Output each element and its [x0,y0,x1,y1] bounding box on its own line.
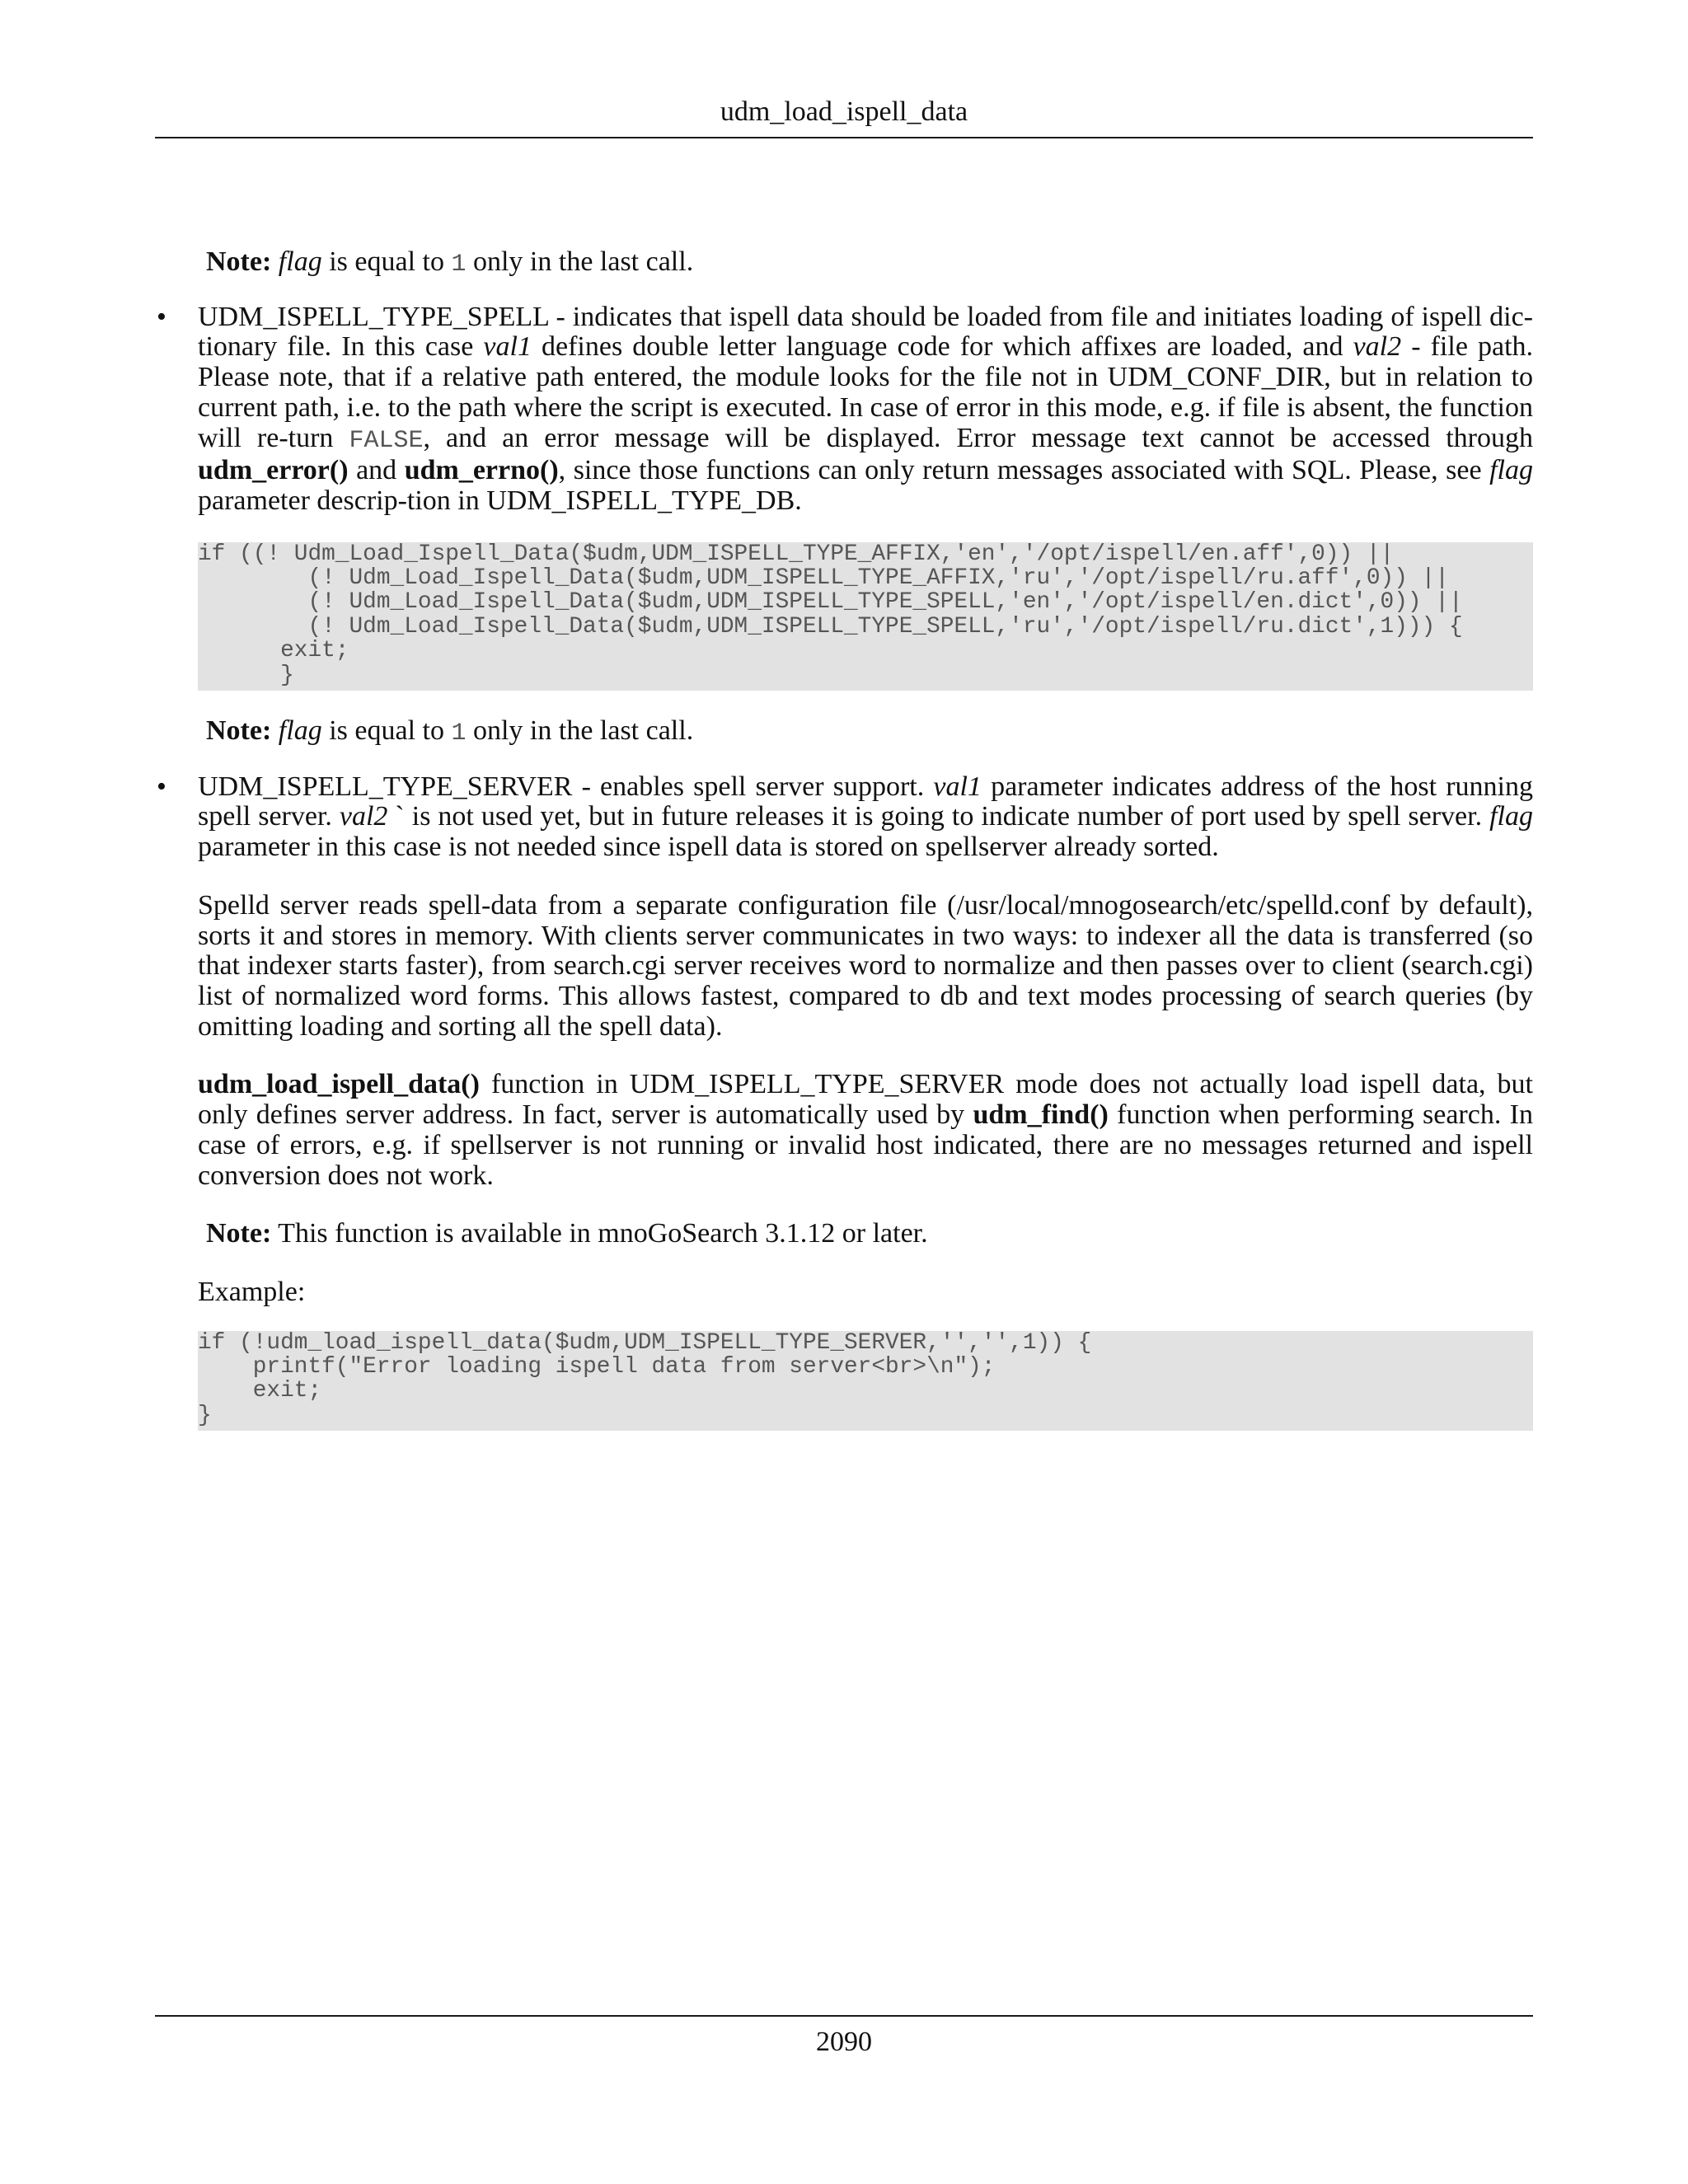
type-server-description: UDM_ISPELL_TYPE_SERVER - enables spell server support. val1 parameter indicates address of the host running spell server. val2 ` is not used yet, but in future releases it is going to indicate number of port used by spell server. flag parameter in this case is not needed since ispell data is stored on spellserver already sorted. [198,771,1533,863]
header-rule [155,137,1533,138]
function-name: udm_errno() [404,455,559,486]
bullet-marker: • [157,301,166,332]
page-header-title: udm_load_ispell_data [720,96,968,127]
type-spell-description: UDM_ISPELL_TYPE_SPELL - indicates that ispell data should be loaded from file and initiates loading of ispell dic-tionary file. In this case val1 defines double letter language code for which affixes are loaded, and val2 - file path. Please note, that if a relative path entered, the module looks for the file not in UDM_CONF_DIR, but in relation to current path, i.e. to the path where the script is executed. In case of error in this mode, e.g. if file is absent, the function will re-turn FALSE, and an error message will be displayed. Error message text cannot be accessed through udm_error() and udm_errno(), since those functions can only return messages associated with SQL. Please, see flag parameter descrip-tion in UDM_ISPELL_TYPE_DB. [198,301,1534,516]
inline-code: 1 [451,719,467,748]
flag-param: flag [278,246,322,277]
note-label: Note: [206,1218,272,1249]
list-item-type-server [157,771,1533,1431]
code-block-load-ispell-files: if ((! Udm_Load_Ispell_Data($udm,UDM_ISPELL_TYPE_AFFIX,'en','/opt/ispell/en.aff',0)) || (! Udm_Load_Ispell_Data($udm,UDM_ISPELL_TYPE_AFFIX,'ru','/opt/ispell/ru.aff',0)) || (! Udm_Load_Ispell_Data($udm,UDM_ISPELL_TYPE_SPELL,'en','/opt/ispell/en.dict',0)) || (! Udm_Load_Ispell_Data($udm,UDM_ISPELL_TYPE_SPELL,'ru','/opt/ispell/ru.dict',1))) { exit; } [198,542,1533,691]
note-label: Note: [206,246,272,277]
note-flag-last-call-2: Note: flag is equal to 1 only in the last call. [206,715,694,748]
example-label: Example: [198,1276,306,1307]
page-content [157,246,1534,1431]
function-name: udm_error() [198,455,349,486]
bullet-marker: • [157,771,166,802]
server-mode-paragraph: udm_load_ispell_data() function in UDM_ISPELL_TYPE_SERVER mode does not actually load ispell data, but only defines server address. In fact, server is automatically used by udm_find() function when performing search. In case of errors, e.g. if spellserver is not running or invalid host indicated, there are no messages returned and ispell conversion does not work. [198,1069,1533,1191]
note-label: Note: [206,715,272,747]
page-number: 2090 [816,2027,872,2057]
note-flag-last-call-1: Note: flag is equal to 1 only in the last call. [206,246,694,279]
spelld-server-paragraph: Spelld server reads spell-data from a separate configuration file (/usr/local/mnogosearch/etc/spelld.conf by default), sorts it and stores in memory. With clients server communicates in two ways: to indexer all the data is transferred (so that indexer starts faster), from search.cgi server receives word to normalize and then passes over to client (search.cgi) list of normalized word forms. This allows fastest, compared to db and text modes processing of search queries (by omitting loading and sorting all the spell data). [198,889,1533,1042]
function-name: udm_find() [973,1099,1109,1131]
footer-rule [155,2015,1533,2017]
function-name: udm_load_ispell_data() [198,1069,480,1100]
list-item-type-spell [157,301,1534,517]
inline-code: FALSE [349,426,424,455]
flag-param: flag [278,715,322,747]
inline-code: 1 [451,251,467,279]
note-availability: Note: This function is available in mnoGoSearch 3.1.12 or later. [206,1218,928,1249]
code-block-server-example: if (!udm_load_ispell_data($udm,UDM_ISPELL_TYPE_SERVER,'','',1)) { printf("Error loading ispell data from server<br>\n"); exit; } [198,1331,1533,1432]
